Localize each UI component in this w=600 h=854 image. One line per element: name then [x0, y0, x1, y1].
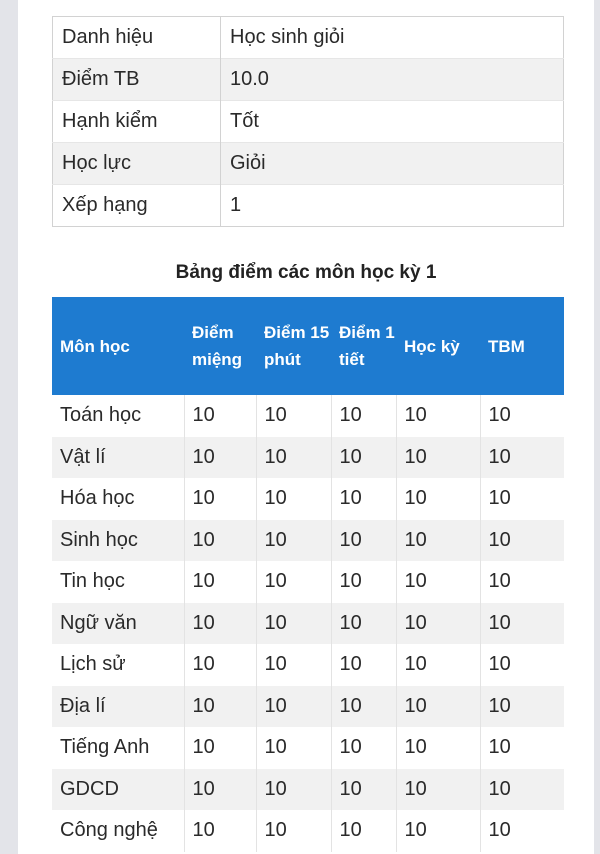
semester-score-cell: 10: [396, 810, 480, 852]
average-score-cell: 10: [480, 395, 564, 437]
oral-score-cell: 10: [184, 727, 256, 769]
semester-score-cell: 10: [396, 395, 480, 437]
fifteen-min-score-cell: 10: [256, 520, 331, 562]
average-score-cell: 10: [480, 520, 564, 562]
one-period-score-cell: 10: [331, 520, 396, 562]
grade-row: [52, 478, 564, 520]
column-header-oral: Điểm miệng: [184, 297, 256, 395]
average-score-cell: 10: [480, 561, 564, 603]
summary-label: Điểm TB: [53, 59, 221, 101]
subject-cell: Sinh học: [52, 520, 184, 562]
summary-value: 10.0: [221, 59, 564, 101]
oral-score-cell: 10: [184, 437, 256, 479]
subject-cell: Toán học: [52, 395, 184, 437]
average-score-cell: 10: [480, 644, 564, 686]
column-header-15min: Điểm 15 phút: [256, 297, 331, 395]
subject-cell: Hóa học: [52, 478, 184, 520]
semester-score-cell: 10: [396, 727, 480, 769]
grade-row: [52, 769, 564, 811]
one-period-score-cell: 10: [331, 769, 396, 811]
one-period-score-cell: 10: [331, 727, 396, 769]
summary-label: Học lực: [53, 143, 221, 185]
one-period-score-cell: 10: [331, 644, 396, 686]
oral-score-cell: 10: [184, 603, 256, 645]
subject-cell: GDCD: [52, 769, 184, 811]
column-header-1period: Điểm 1 tiết: [331, 297, 396, 395]
grade-row: [52, 437, 564, 479]
fifteen-min-score-cell: 10: [256, 810, 331, 852]
oral-score-cell: 10: [184, 561, 256, 603]
subject-cell: Tiếng Anh: [52, 727, 184, 769]
grade-row: [52, 395, 564, 437]
one-period-score-cell: 10: [331, 686, 396, 728]
oral-score-cell: 10: [184, 395, 256, 437]
summary-value: 1: [221, 185, 564, 227]
semester-score-cell: 10: [396, 769, 480, 811]
fifteen-min-score-cell: 10: [256, 769, 331, 811]
grade-row: [52, 644, 564, 686]
summary-value: Học sinh giỏi: [230, 26, 345, 48]
column-header-average: TBM: [480, 297, 564, 395]
one-period-score-cell: 10: [331, 603, 396, 645]
fifteen-min-score-cell: 10: [256, 395, 331, 437]
oral-score-cell: 10: [184, 520, 256, 562]
grade-row: [52, 686, 564, 728]
column-header-subject: Môn học: [52, 297, 184, 395]
summary-row: [53, 17, 564, 59]
semester-score-cell: 10: [396, 437, 480, 479]
one-period-score-cell: 10: [331, 395, 396, 437]
grade-row: [52, 810, 564, 852]
fifteen-min-score-cell: 10: [256, 561, 331, 603]
semester-score-cell: 10: [396, 603, 480, 645]
grade-row: [52, 727, 564, 769]
summary-row: [53, 143, 564, 185]
fifteen-min-score-cell: 10: [256, 644, 331, 686]
semester-score-cell: 10: [396, 686, 480, 728]
fifteen-min-score-cell: 10: [256, 478, 331, 520]
subject-cell: Vật lí: [52, 437, 184, 479]
subject-cell: Ngữ văn: [52, 603, 184, 645]
grade-row: [52, 561, 564, 603]
summary-row: [53, 185, 564, 227]
fifteen-min-score-cell: 10: [256, 686, 331, 728]
subject-cell: Tin học: [52, 561, 184, 603]
fifteen-min-score-cell: 10: [256, 437, 331, 479]
column-header-semester: Học kỳ: [396, 297, 480, 395]
average-score-cell: 10: [480, 437, 564, 479]
subject-cell: Địa lí: [52, 686, 184, 728]
summary-value: Tốt: [221, 101, 564, 143]
summary-row: [53, 59, 564, 101]
oral-score-cell: 10: [184, 769, 256, 811]
oral-score-cell: 10: [184, 686, 256, 728]
semester-score-cell: 10: [396, 561, 480, 603]
subject-cell: Lịch sử: [52, 644, 184, 686]
grades-table-title: Bảng điểm các môn học kỳ 1: [175, 262, 437, 283]
average-score-cell: 10: [480, 478, 564, 520]
grade-row: [52, 603, 564, 645]
summary-label: Danh hiệu: [53, 17, 221, 59]
summary-value: Giỏi: [221, 143, 564, 185]
semester-score-cell: 10: [396, 520, 480, 562]
oral-score-cell: 10: [184, 644, 256, 686]
average-score-cell: 10: [480, 810, 564, 852]
summary-label: Hạnh kiểm: [53, 101, 221, 143]
fifteen-min-score-cell: 10: [256, 603, 331, 645]
one-period-score-cell: 10: [331, 437, 396, 479]
grade-row: [52, 520, 564, 562]
summary-label: Xếp hạng: [53, 185, 221, 227]
report-card-page: [18, 0, 594, 854]
oral-score-cell: 10: [184, 810, 256, 852]
average-score-cell: 10: [480, 686, 564, 728]
fifteen-min-score-cell: 10: [256, 727, 331, 769]
student-summary-table: [52, 16, 564, 227]
average-score-cell: 10: [480, 603, 564, 645]
subject-cell: Công nghệ: [52, 810, 184, 852]
average-score-cell: 10: [480, 727, 564, 769]
semester-score-cell: 10: [396, 644, 480, 686]
summary-row: [53, 101, 564, 143]
average-score-cell: 10: [480, 769, 564, 811]
one-period-score-cell: 10: [331, 810, 396, 852]
semester-score-cell: 10: [396, 478, 480, 520]
grades-header-row: [52, 297, 564, 395]
one-period-score-cell: 10: [331, 478, 396, 520]
grades-table: [52, 297, 564, 852]
one-period-score-cell: 10: [331, 561, 396, 603]
oral-score-cell: 10: [184, 478, 256, 520]
